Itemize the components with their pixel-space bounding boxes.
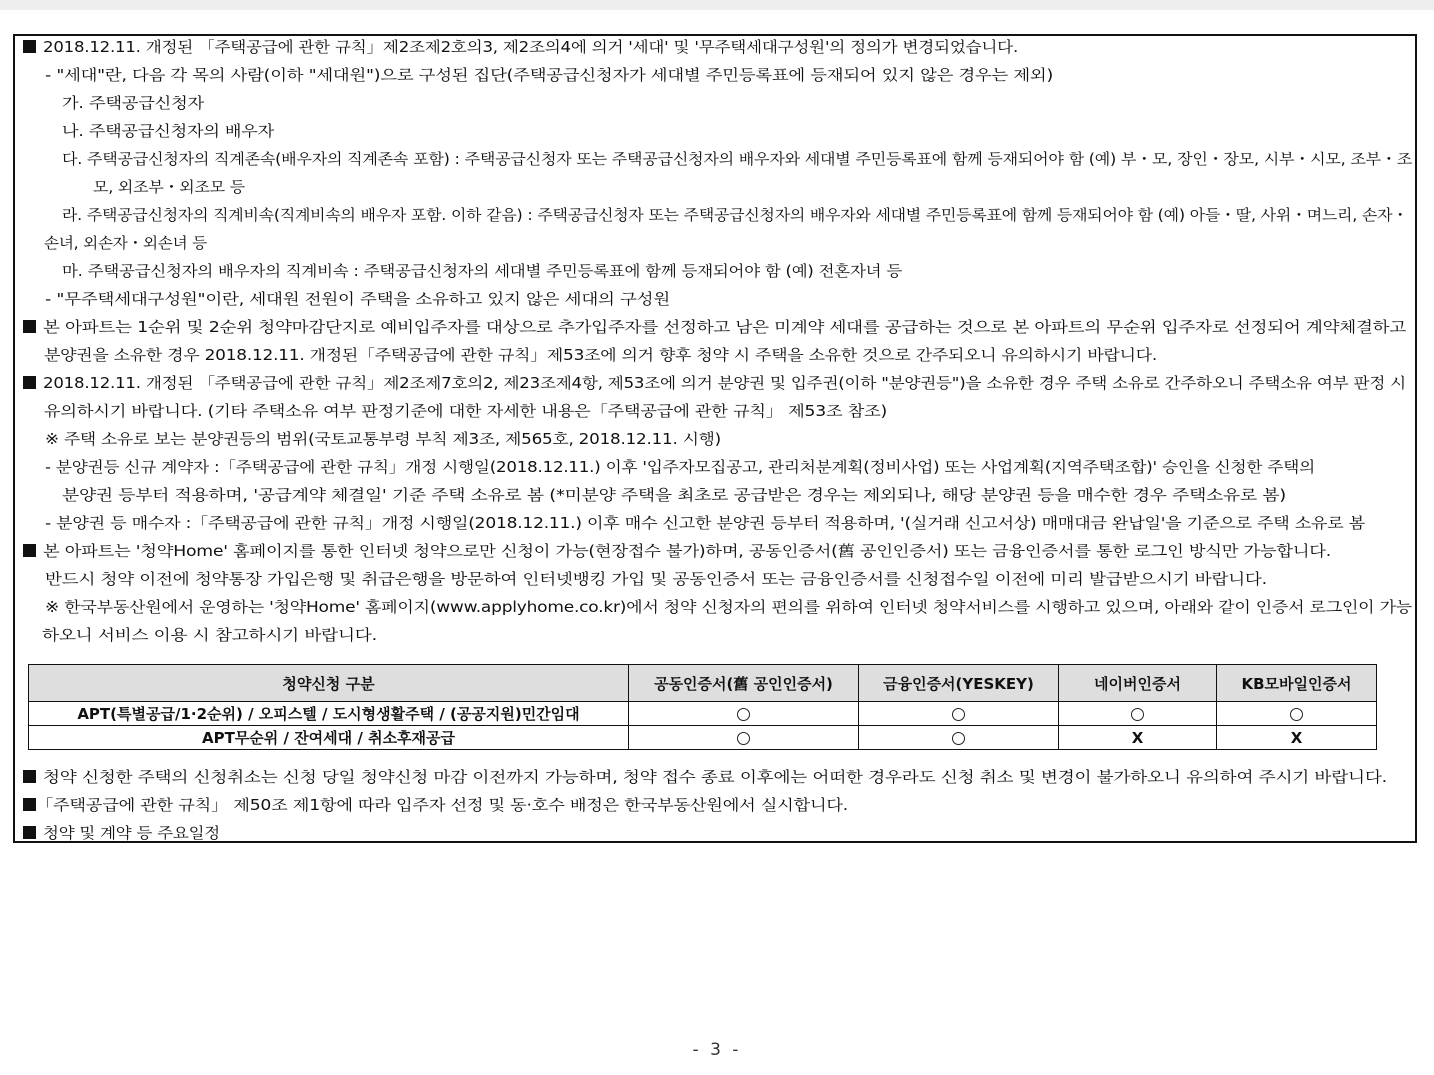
square-bullet-icon	[23, 826, 36, 839]
square-bullet-icon	[23, 40, 36, 53]
table-cell-availability	[629, 702, 859, 726]
notice-line: - 분양권 등 매수자 :「주택공급에 관한 규칙」개정 시행일(2018.12.11.) 이후 매수 신고한 분양권 등부터 적용하며, '(실거래 신고서상) 매매대금 완납일'을 기준으로 주택 소유로 봄	[45, 514, 1365, 532]
notice-line: 청약 신청한 주택의 신청취소는 신청 당일 청약신청 마감 이전까지 가능하며, 청약 접수 종료 이후에는 어떠한 경우라도 신청 취소 및 변경이 불가하오니 유의하여 주시기 바랍니다.	[23, 763, 1186, 791]
notice-line: 본 아파트는 '청약Home' 홈페이지를 통한 인터넷 청약으로만 신청이 가능(현장접수 불가)하며, 공동인증서(舊 공인인증서) 또는 금융인증서를 통한 로그인 방식만 가능합니다.	[23, 537, 1162, 565]
square-bullet-icon	[23, 798, 36, 811]
notice-line: 모, 외조부・외조모 등	[93, 178, 245, 196]
unavailable-x-mark: X	[1290, 728, 1303, 747]
certificate-table	[28, 664, 1377, 750]
table-header-joint-certificate: 공동인증서(舊 공인인증서)	[629, 665, 859, 702]
viewer-top-strip	[0, 0, 1434, 10]
table-header-row	[29, 665, 1377, 702]
square-bullet-icon	[23, 770, 36, 783]
table-cell-category: APT(특별공급/1·2순위) / 오피스텔 / 도시형생활주택 / (공공지원)민간임대	[29, 702, 629, 726]
notice-line: ※ 한국부동산원에서 운영하는 '청약Home' 홈페이지(www.applyhome.co.kr)에서 청약 신청자의 편의를 위하여 인터넷 청약서비스를 시행하고 있으며, 아래와 같이 인증서 로그인이 가능	[45, 598, 1412, 616]
table-header-category: 청약신청 구분	[29, 665, 629, 702]
table-cell-availability	[1217, 726, 1377, 750]
table-cell-availability	[1059, 726, 1217, 750]
notice-line: 분양권 등부터 적용하며, '공급계약 체결일' 기준 주택 소유로 봄 (*미분양 주택을 최초로 공급받은 경우는 제외되나, 해당 분양권 등을 매수한 경우 주택소유로 봄)	[62, 486, 1286, 504]
available-circle-icon	[1131, 708, 1144, 721]
table-row	[29, 726, 1377, 750]
page-number: - 3 -	[692, 1040, 742, 1060]
available-circle-icon	[737, 732, 750, 745]
table-cell-availability	[1059, 702, 1217, 726]
notice-line: 「주택공급에 관한 규칙」 제50조 제1항에 따라 입주자 선정 및 동·호수 배정은 한국부동산원에서 실시합니다.	[23, 791, 743, 819]
table-cell-availability	[859, 702, 1059, 726]
notice-line: 2018.12.11. 개정된 「주택공급에 관한 규칙」제2조제2호의3, 제2조의4에 의거 '세대' 및 '무주택세대구성원'의 정의가 변경되었습니다.	[23, 33, 926, 61]
notice-line: 분양권을 소유한 경우 2018.12.11. 개정된「주택공급에 관한 규칙」제53조에 의거 향후 청약 시 주택을 소유한 것으로 간주되오니 유의하시기 바랍니다.	[44, 346, 1157, 364]
notice-line: 나. 주택공급신청자의 배우자	[62, 122, 274, 140]
notice-line: 가. 주택공급신청자	[62, 94, 204, 112]
notice-box	[13, 34, 1417, 843]
notice-line: 라. 주택공급신청자의 직계비속(직계비속의 배우자 포함. 이하 같음) : 주택공급신청자 또는 주택공급신청자의 배우자와 세대별 주민등록표에 함께 등재되어야 함 (예) 아들・딸, 사위・며느리, 손자・	[62, 206, 1408, 224]
square-bullet-icon	[23, 376, 36, 389]
square-bullet-icon	[23, 320, 36, 333]
notice-line: - "세대"란, 다음 각 목의 사람(이하 "세대원")으로 구성된 집단(주택공급신청자가 세대별 주민등록표에 등재되어 있지 않은 경우는 제외)	[45, 66, 1053, 84]
notice-line: 청약 및 계약 등 주요일정	[23, 819, 204, 847]
table-row	[29, 702, 1377, 726]
available-circle-icon	[737, 708, 750, 721]
notice-line: 하오니 서비스 이용 시 참고하시기 바랍니다.	[42, 626, 377, 644]
unavailable-x-mark: X	[1131, 728, 1144, 747]
table-cell-availability	[859, 726, 1059, 750]
notice-line: 유의하시기 바랍니다. (기타 주택소유 여부 판정기준에 대한 자세한 내용은「주택공급에 관한 규칙」 제53조 참조)	[44, 402, 887, 420]
notice-line: 반드시 청약 이전에 청약통장 가입은행 및 취급은행을 방문하여 인터넷뱅킹 가입 및 공동인증서 또는 금융인증서를 신청접수일 이전에 미리 발급받으시기 바랍니다.	[45, 570, 1267, 588]
table-cell-availability	[1217, 702, 1377, 726]
notice-line: 본 아파트는 1순위 및 2순위 청약마감단지로 예비입주자를 대상으로 추가입주자를 선정하고 남은 미계약 세대를 공급하는 것으로 본 아파트의 무순위 입주자로 선정되어 계약체결하고	[23, 313, 1211, 341]
table-header-kb-certificate: KB모바일인증서	[1217, 665, 1377, 702]
table-header-financial-certificate: 금융인증서(YESKEY)	[859, 665, 1059, 702]
notice-line: ※ 주택 소유로 보는 분양권등의 범위(국토교통부령 부칙 제3조, 제565호, 2018.12.11. 시행)	[45, 430, 721, 448]
notice-line: 다. 주택공급신청자의 직계존속(배우자의 직계존속 포함) : 주택공급신청자 또는 주택공급신청자의 배우자와 세대별 주민등록표에 함께 등재되어야 함 (예) 부・모, 장인・장모, 시부・시모, 조부・조	[62, 150, 1412, 168]
table-cell-availability	[629, 726, 859, 750]
notice-line: - 분양권등 신규 계약자 :「주택공급에 관한 규칙」개정 시행일(2018.12.11.) 이후 '입주자모집공고, 관리처분계획(정비사업) 또는 사업계획(지역주택조합)' 승인을 신청한 주택의	[45, 458, 1315, 476]
notice-line: 마. 주택공급신청자의 배우자의 직계비속 : 주택공급신청자의 세대별 주민등록표에 함께 등재되어야 함 (예) 전혼자녀 등	[62, 262, 902, 280]
available-circle-icon	[1290, 708, 1303, 721]
notice-line: - "무주택세대구성원"이란, 세대원 전원이 주택을 소유하고 있지 않은 세대의 구성원	[45, 290, 670, 308]
available-circle-icon	[952, 732, 965, 745]
notice-line: 손녀, 외손자・외손녀 등	[44, 234, 207, 252]
table-cell-category: APT무순위 / 잔여세대 / 취소후재공급	[29, 726, 629, 750]
notice-line: 2018.12.11. 개정된 「주택공급에 관한 규칙」제2조제7호의2, 제23조제4항, 제53조에 의거 분양권 및 입주권(이하 "분양권등")을 소유한 경우 주택 소유로 간주하오니 주택소유 여부 판정 시	[23, 369, 1276, 397]
square-bullet-icon	[23, 544, 36, 557]
available-circle-icon	[952, 708, 965, 721]
table-header-naver-certificate: 네이버인증서	[1059, 665, 1217, 702]
